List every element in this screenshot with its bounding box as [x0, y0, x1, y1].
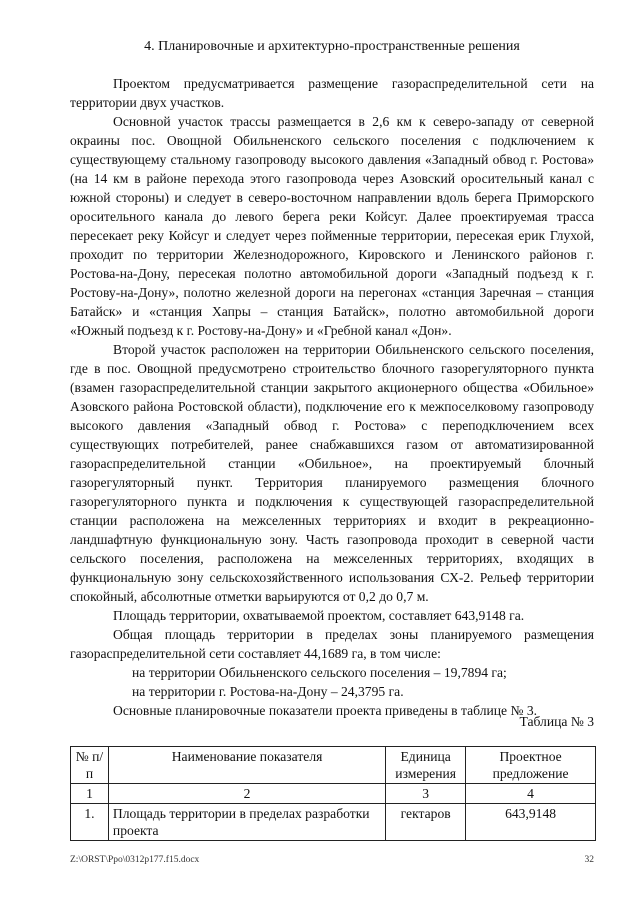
paragraph-second-site: Второй участок расположен на территории Обильненского сельского поселения, где в пос. Овощной предусмотрено строительство блочного газорегуляторного пункта (взамен газораспределительной станции закрытого акционерного общества «Обильное» Азовского района Ростовской области), подключение его к межпоселковому газопроводу высокого давления «Западный обвод г. Ростова» с переподключением всех существующих потребителей, ранее снабжавшихся газом от автоматизированной газораспределительной станции «Обильное», на проектируемый блочный газорегуляторный пункт. Территория планируемого размещения блочного газорегуляторного пункта и подключения к существующей газораспределительной станции расположена на межселенных территориях и входит в рекреационно-ландшафтную функциональную зону. Часть газопровода проходит в северной части сельского поселения, расположена на межселенных территориях, входящих в функциональную зону сельскохозяйственного использования СХ-2. Рельеф территории спокойный, абсолютные отметки варьируются от 0,2 до 0,7 м.	[70, 342, 594, 604]
paragraph-main-route: Основной участок трассы размещается в 2,6 км к северо-западу от северной окраины пос. Овощной Обильненского сельского поселения с подключением к существующему стальному газопроводу высокого давления «Западный обвод г. Ростова» (на 14 км в районе перехода этого газопровода через Азовский оросительный канал с южной стороны) и следует в северо-восточном направлении вдоль берега Приморского оросительного канала до левого берега реки Койсуг. Далее проектируемая трасса пересекает реку Койсуг и следует через пойменные территории, пересекая ерик Глухой, проходит по территории Железнодорожного, Кировского и Ленинского районов г. Ростова-на-Дону, пересекая полотно автомобильной дороги «Западный подъезд к г. Ростову-на-Дону», полотно железной дороги на перегонах «станция Заречная – станция Батайск» и «станция Хапры – станция Батайск», полотно автомобильной дороги «Южный подъезд к г. Ростову-на-Дону» и «Гребной канал «Дон».	[70, 114, 594, 338]
paragraph-total-area: Общая площадь территории в пределах зоны планируемого размещения газораспределительной сети составляет 44,1689 га, в том числе:	[70, 627, 594, 661]
header-cell-number: № п/п	[71, 747, 109, 784]
row-name-cell: Площадь территории в пределах разработки проекта	[108, 804, 385, 841]
footer-file-path: Z:\ORST\Ppo\0312p177.f15.docx	[70, 855, 200, 865]
numbering-cell: 3	[386, 784, 466, 804]
list-line-rostov: на территории г. Ростова-на-Дону – 24,3795 га.	[132, 684, 404, 699]
table-caption: Таблица № 3	[519, 714, 594, 729]
body-text	[70, 74, 594, 720]
section-heading: 4. Планировочные и архитектурно-пространственные решения	[144, 39, 520, 54]
header-cell-proposal: Проектное предложение	[466, 747, 596, 784]
page-number: 32	[584, 855, 594, 865]
paragraph-area: Площадь территории, охватываемой проектом, составляет 643,9148 га.	[113, 608, 525, 623]
table-row	[71, 804, 596, 841]
table-numbering-row	[71, 784, 596, 804]
indicators-table	[70, 746, 596, 841]
list-line-obilnenskoe: на территории Обильненского сельского поселения – 19,7894 га;	[132, 665, 507, 680]
numbering-cell: 4	[466, 784, 596, 804]
table-header-row	[71, 747, 596, 784]
numbering-cell: 1	[71, 784, 109, 804]
header-cell-name: Наименование показателя	[108, 747, 385, 784]
numbering-cell: 2	[108, 784, 385, 804]
row-value-cell: 643,9148	[466, 804, 596, 841]
header-cell-unit: Единица измерения	[386, 747, 466, 784]
row-number-cell: 1.	[71, 804, 109, 841]
paragraph-closing: Основные планировочные показатели проекта приведены в таблице № 3.	[113, 703, 538, 718]
row-unit-cell: гектаров	[386, 804, 466, 841]
paragraph-intro: Проектом предусматривается размещение газораспределительной сети на территории двух участков.	[70, 76, 594, 110]
